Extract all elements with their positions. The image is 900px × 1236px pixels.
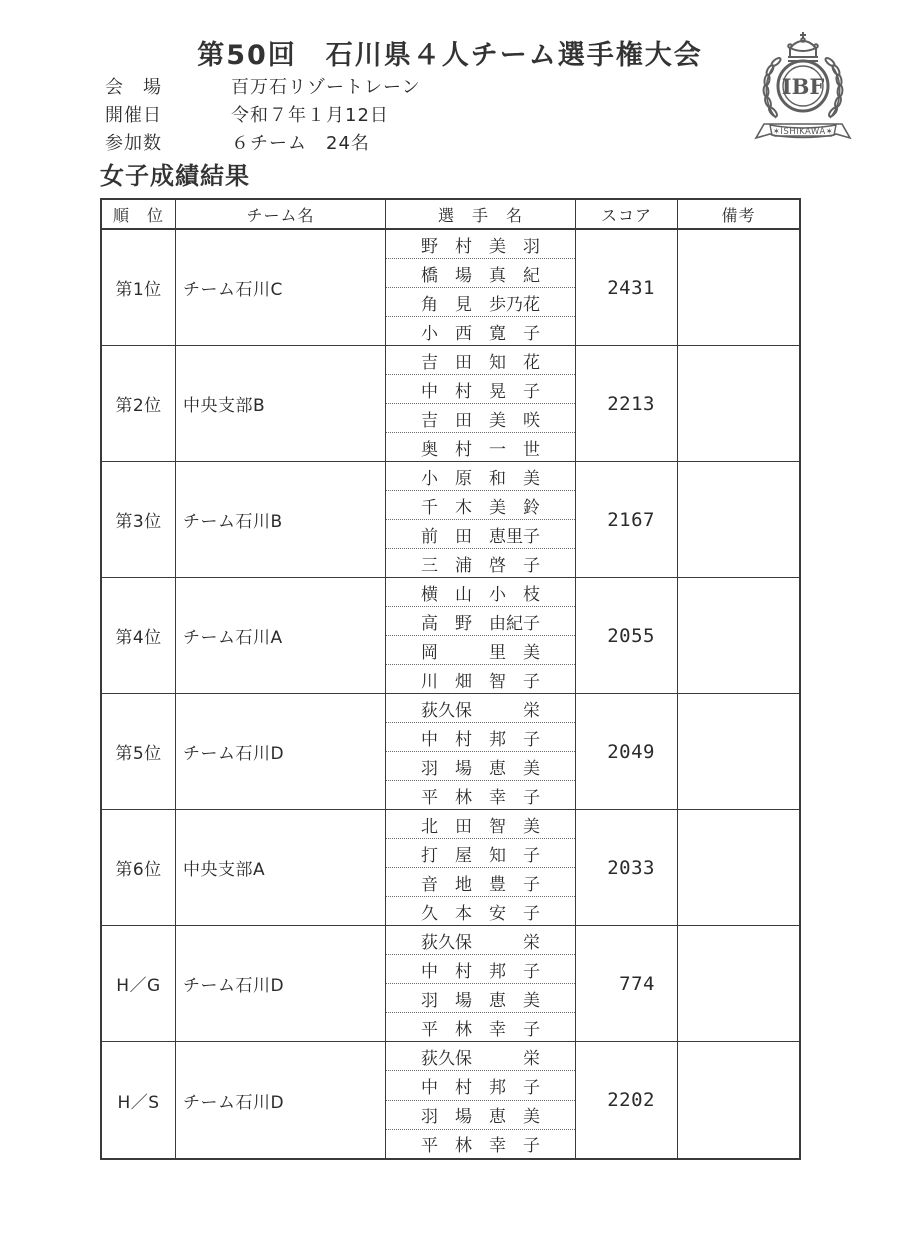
- players-cell: [386, 578, 576, 693]
- player-name: 角 見 歩乃花: [386, 288, 575, 317]
- ibf-monogram-text: IBF: [781, 74, 825, 99]
- team-result-row: [102, 578, 799, 694]
- player-name: 岡 里 美: [386, 636, 575, 665]
- date-value: 令和７年１月12日: [231, 105, 389, 126]
- player-name: 小 西 寛 子: [421, 323, 540, 344]
- player-name: 荻久保 栄: [386, 926, 575, 955]
- player-name: 平 林 幸 子: [421, 787, 540, 808]
- team-result-row: [102, 694, 799, 810]
- player-name: 中 村 邦 子: [386, 1071, 575, 1100]
- rank-cell: 第3位: [102, 462, 176, 577]
- info-venue: [105, 72, 421, 100]
- remarks-cell: [678, 1042, 799, 1158]
- players-cell: [386, 230, 576, 345]
- player-name: 荻久保 栄: [386, 1042, 575, 1071]
- player-name: 平 林 幸 子: [421, 1019, 540, 1040]
- team-name-cell: チーム石川C: [176, 230, 386, 345]
- players-cell: [386, 810, 576, 925]
- rank-cell: 第1位: [102, 230, 176, 345]
- page-title: 第50回 石川県４人チーム選手権大会: [197, 40, 703, 71]
- players-cell: [386, 462, 576, 577]
- team-result-row: [102, 346, 799, 462]
- team-name-cell: チーム石川D: [176, 926, 386, 1041]
- player-name: 小 原 和 美: [386, 462, 575, 491]
- ibf-crest-icon: [740, 28, 866, 148]
- rank-cell: H／S: [102, 1042, 176, 1158]
- remarks-cell: [678, 810, 799, 925]
- rank-cell: 第2位: [102, 346, 176, 461]
- player-name: 吉 田 知 花: [386, 346, 575, 375]
- players-cell: [386, 926, 576, 1041]
- team-result-row: [102, 1042, 799, 1158]
- team-name-cell: チーム石川D: [176, 1042, 386, 1158]
- participants-value: ６チーム 24名: [231, 133, 370, 154]
- player-name: 中 村 邦 子: [386, 723, 575, 752]
- remarks-cell: [678, 230, 799, 345]
- info-participants: [105, 128, 421, 156]
- players-cell: [386, 694, 576, 809]
- header-rank: 順 位: [102, 200, 176, 228]
- player-name: 打 屋 知 子: [386, 839, 575, 868]
- player-name: 千 木 美 鈴: [386, 491, 575, 520]
- player-name: 北 田 智 美: [386, 810, 575, 839]
- player-name: 羽 場 恵 美: [386, 752, 575, 781]
- player-name: 横 山 小 枝: [386, 578, 575, 607]
- player-name: 三 浦 啓 子: [421, 555, 540, 576]
- score-cell: 2167: [576, 462, 678, 577]
- score-cell: 2055: [576, 578, 678, 693]
- rank-cell: 第6位: [102, 810, 176, 925]
- table-body: [102, 230, 799, 1158]
- player-name: 奥 村 一 世: [421, 439, 540, 460]
- team-result-row: [102, 462, 799, 578]
- header-team: チーム名: [176, 200, 386, 228]
- remarks-cell: [678, 578, 799, 693]
- participants-label: 参加数: [105, 133, 162, 154]
- remarks-cell: [678, 694, 799, 809]
- venue-label: 会 場: [105, 77, 162, 98]
- venue-value: 百万石リゾートレーン: [231, 77, 421, 98]
- rank-cell: 第5位: [102, 694, 176, 809]
- team-result-row: [102, 230, 799, 346]
- player-name: 野 村 美 羽: [386, 230, 575, 259]
- remarks-cell: [678, 346, 799, 461]
- player-name: 羽 場 恵 美: [386, 1101, 575, 1130]
- header-remarks: 備考: [721, 205, 756, 225]
- player-name: 高 野 由紀子: [386, 607, 575, 636]
- players-cell: [386, 346, 576, 461]
- info-date: [105, 100, 421, 128]
- event-info: [105, 72, 421, 156]
- team-result-row: [102, 810, 799, 926]
- player-name: 音 地 豊 子: [386, 868, 575, 897]
- team-name-cell: チーム石川B: [176, 462, 386, 577]
- player-name: 荻久保 栄: [386, 694, 575, 723]
- header-players: 選 手 名: [386, 200, 576, 228]
- rank-cell: H／G: [102, 926, 176, 1041]
- score-cell: 2049: [576, 694, 678, 809]
- score-cell: 2033: [576, 810, 678, 925]
- players-cell: [386, 1042, 576, 1158]
- player-name: 前 田 恵里子: [386, 520, 575, 549]
- team-name-cell: 中央支部A: [176, 810, 386, 925]
- ibf-banner-text: ✶ISHIKAWA✶: [772, 127, 834, 137]
- score-cell: 2431: [576, 230, 678, 345]
- player-name: 平 林 幸 子: [421, 1136, 540, 1157]
- date-label: 開催日: [105, 105, 162, 126]
- remarks-cell: [678, 462, 799, 577]
- score-cell: 774: [576, 926, 678, 1041]
- table-header-row: [102, 200, 799, 230]
- team-name-cell: チーム石川A: [176, 578, 386, 693]
- player-name: 中 村 邦 子: [386, 955, 575, 984]
- team-name-cell: チーム石川D: [176, 694, 386, 809]
- score-cell: 2213: [576, 346, 678, 461]
- score-cell: 2202: [576, 1042, 678, 1158]
- player-name: 久 本 安 子: [421, 903, 540, 924]
- player-name: 川 畑 智 子: [421, 671, 540, 692]
- section-title: 女子成績結果: [100, 162, 250, 190]
- team-result-row: [102, 926, 799, 1042]
- player-name: 羽 場 恵 美: [386, 984, 575, 1013]
- player-name: 吉 田 美 咲: [386, 404, 575, 433]
- results-table: [100, 198, 801, 1160]
- rank-cell: 第4位: [102, 578, 176, 693]
- remarks-cell: [678, 926, 799, 1041]
- team-name-cell: 中央支部B: [176, 346, 386, 461]
- header-score: スコア: [576, 200, 678, 228]
- player-name: 橋 場 真 紀: [386, 259, 575, 288]
- player-name: 中 村 晃 子: [386, 375, 575, 404]
